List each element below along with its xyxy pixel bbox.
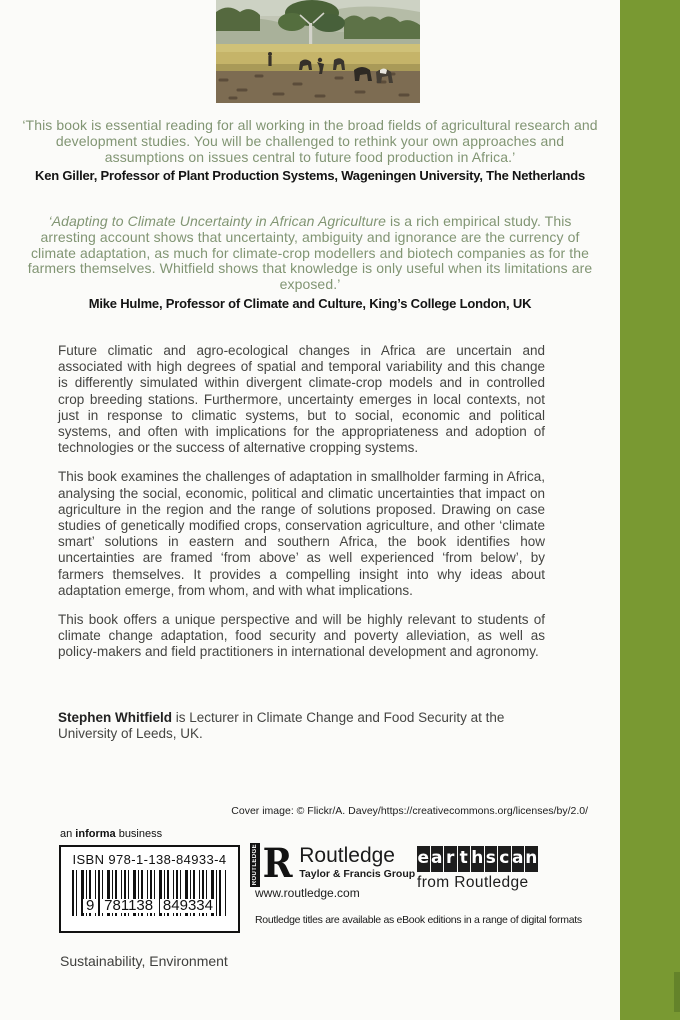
isbn-label: ISBN 978-1-138-84933-4 xyxy=(72,852,227,867)
testimonial-2-text xyxy=(20,214,600,293)
testimonial-1-attribution: Ken Giller, Professor of Plant Production Systems, Wageningen University, The Netherlands xyxy=(35,168,585,184)
barcode-digit-group: 849334 xyxy=(160,899,216,913)
earthscan-tile: a xyxy=(512,846,525,872)
earthscan-tile: t xyxy=(458,846,471,872)
barcode-digit-group: 781138 xyxy=(101,899,156,913)
routledge-vertical-bar xyxy=(250,843,260,887)
spine-accent-bar xyxy=(620,0,680,1020)
testimonial-1 xyxy=(20,118,600,183)
informa-line xyxy=(60,828,162,840)
routledge-logo xyxy=(250,840,416,887)
earthscan-sub-wordmark: from Routledge xyxy=(417,874,529,891)
barcode-bars xyxy=(72,870,227,916)
cover-image-credit: Cover image: © Flickr/A. Davey/https://creativecommons.org/licenses/by/2.0/ xyxy=(231,805,588,817)
blurb-paragraph-3: This book offers a unique perspective and will be highly relevant to students of climate change adaptation, food security and poverty alleviation, as well as policy-makers and field practitioners in international development and agronomy. xyxy=(58,612,545,660)
cover-photo xyxy=(216,0,420,103)
earthscan-tile: h xyxy=(471,846,484,872)
informa-prefix: an xyxy=(60,828,76,840)
barcode-digit-group: 9 xyxy=(83,899,97,913)
taylor-francis-tagline: Taylor & Francis Group xyxy=(299,868,416,880)
book-title-italic: ‘Adapting to Climate Uncertainty in African Agriculture xyxy=(48,213,386,229)
informa-brand: informa xyxy=(75,828,116,840)
earthscan-tile: r xyxy=(444,846,457,872)
testimonial-2-attribution: Mike Hulme, Professor of Climate and Culture, King’s College London, UK xyxy=(88,295,532,311)
subject-category: Sustainability, Environment xyxy=(60,953,228,969)
blurb-paragraph-1: Future climatic and agro-ecological changes in Africa are uncertain and associated with high degrees of spatial and temporal variability and this change is differently simulated within divergent climate-crop models and in controlled crop breeding stations. Furthermore, uncertainty emerges in local contexts, not just in response to climatic systems, but to social, economic and political systems, and often with implications for the appropriateness and adoption of technologies or the success of alternative cropping systems. xyxy=(58,343,545,456)
isbn-barcode xyxy=(59,845,240,933)
testimonial-2 xyxy=(20,214,600,311)
routledge-vertical-text: ROUTLEDGE xyxy=(251,844,258,886)
earthscan-tile: e xyxy=(417,846,430,872)
informa-suffix: business xyxy=(115,828,163,840)
earthscan-letter-tiles xyxy=(417,846,538,872)
earthscan-tile: s xyxy=(485,846,498,872)
farm-scene-illustration xyxy=(216,0,420,103)
routledge-r-monogram: R xyxy=(262,840,293,887)
barcode-digits xyxy=(83,899,216,913)
ebook-availability-note: Routledge titles are available as eBook editions in a range of digital formats xyxy=(255,914,582,926)
routledge-wordmark: Routledge xyxy=(299,844,395,867)
testimonial-1-text: ‘This book is essential reading for all working in the broad fields of agricultural research and development studies. You will be challenged to rethink your own approaches and assumptions on issues central to future food production in Africa.’ xyxy=(22,117,598,165)
author-bio-rest: is Lecturer in Climate Change and Food Security at the University of Leeds, UK. xyxy=(58,710,505,741)
earthscan-tile: n xyxy=(525,846,538,872)
earthscan-logo xyxy=(417,846,538,892)
author-bio xyxy=(58,710,545,742)
testimonial-2-rest: is a rich empirical study. This arresting account shows that uncertainty, ambiguity and ignorance are the currency of climate adaptation, as much for climate-crop modellers and biotech companies as for the farmers themselves. Whitfield shows that knowledge is only useful when its limitations are exposed.’ xyxy=(27,213,593,293)
spine-accent-notch xyxy=(674,972,680,1012)
author-name: Stephen Whitfield xyxy=(58,710,172,725)
earthscan-tile: a xyxy=(431,846,444,872)
blurb-paragraph-2: This book examines the challenges of adaptation in smallholder farming in Africa, analysing the social, economic, political and climatic uncertainties that impact on agriculture in the region and the range of solutions proposed. Drawing on case studies of genetically modified crops, conservation agriculture, and other ‘climate smart’ solutions in eastern and southern Africa, the book identifies how uncertainties are framed ‘from above’ as well experienced ‘from below’, by farmers themselves. It provides a compelling insight into why ideas about adaptation emerge, from whom, and with what implications. xyxy=(58,469,545,598)
blurb xyxy=(58,343,545,674)
routledge-url: www.routledge.com xyxy=(255,886,360,900)
earthscan-tile: c xyxy=(498,846,511,872)
